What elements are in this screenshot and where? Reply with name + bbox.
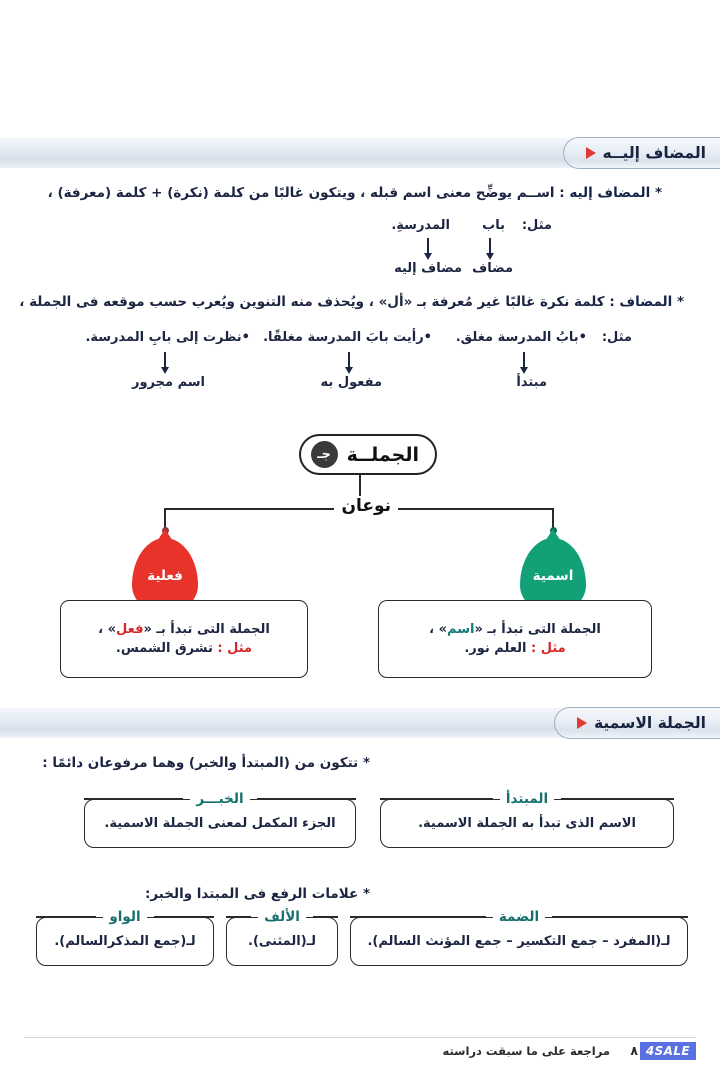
caption-rule-right — [257, 798, 356, 800]
connector-label: نوعان — [334, 496, 398, 516]
card-example-label: مثل : — [531, 641, 566, 656]
rule-text: علامات الرفع فى المبتدا والخبر: — [144, 886, 359, 902]
node-jumla-title: الجملــة — [346, 443, 419, 466]
card-filiyya — [60, 600, 308, 678]
box-text: الاسم الذى تبدأ به الجملة الاسمية. — [418, 816, 636, 831]
example1-word-right: باب — [482, 218, 505, 233]
banner-title: المضاف إليــه — [602, 144, 706, 162]
banner-pill — [563, 137, 720, 169]
example2-sentence-2: •رأيت بابَ المدرسة مغلقًا. — [263, 330, 432, 345]
example2-tag-3: اسم مجرور — [131, 375, 205, 390]
caption-text: الألف — [258, 909, 306, 925]
box-caption — [84, 790, 356, 808]
box-caption — [36, 908, 214, 926]
arrow-down-icon — [523, 352, 525, 368]
card-line1-suffix: » ، — [98, 622, 117, 637]
example2-label: مثل: — [601, 330, 632, 345]
page-footer — [0, 1043, 720, 1065]
card-line1-keyword: فعل — [116, 622, 144, 637]
box-khabar — [84, 790, 356, 848]
card-filiyya-line2 — [116, 641, 252, 656]
caption-rule-right — [552, 916, 688, 918]
caption-text: الواو — [103, 909, 146, 925]
box-alif — [226, 908, 338, 966]
section-banner-jumla-ismiyya — [0, 708, 720, 738]
rule-text: تتكون من (المبتدأ والخبر) وهما مرفوعان دائمًا : — [42, 755, 359, 771]
box-text: لـ(المثنى). — [248, 934, 316, 949]
card-ismiyya — [378, 600, 652, 678]
banner-title: الجملة الاسمية — [593, 714, 706, 732]
example1-word-left: المدرسةِ. — [391, 218, 450, 233]
box-damma — [350, 908, 688, 966]
card-line1-keyword: اسم — [447, 622, 475, 637]
term-definition: : كلمة نكرة غالبًا غير مُعرفة بـ «أل» ، ويُحذف منه التنوين ويُعرب حسب موقعه فى الجملة ، — [19, 294, 615, 310]
card-line1-prefix: الجملة التى تبدأ بـ « — [143, 622, 270, 637]
box-text: لـ(المفرد – جمع التكسير – جمع المؤنث السالم). — [367, 934, 671, 949]
caption-rule-left — [84, 798, 183, 800]
card-ismiyya-line2 — [464, 641, 565, 656]
caption-rule-left — [380, 798, 493, 800]
page-number: ٨ — [630, 1043, 638, 1058]
rule-jumla-ismiyya — [42, 753, 370, 773]
box-caption — [380, 790, 674, 808]
node-badge: جـ — [311, 441, 338, 468]
card-filiyya-line1 — [98, 622, 270, 637]
card-example-text: تشرق الشمس. — [115, 641, 213, 656]
pin-label: فعلية — [147, 568, 183, 584]
example1-tag-right: مضاف — [472, 261, 513, 276]
example2-sentence-3: •نظرت إلى بابِ المدرسة. — [85, 330, 250, 345]
box-waw — [36, 908, 214, 966]
example2-tag-2: مفعول به — [320, 375, 382, 390]
triangle-bullet-icon — [577, 717, 587, 729]
watermark-logo: 4SALE — [640, 1042, 696, 1060]
caption-rule-left — [226, 916, 251, 918]
card-example-label: مثل : — [217, 641, 253, 656]
caption-rule-left — [350, 916, 486, 918]
arrow-down-icon — [164, 352, 166, 368]
rule-mudaf-ilayh-definition — [48, 183, 662, 203]
banner-pill — [554, 707, 720, 739]
rule-alamat-raf — [145, 884, 370, 904]
arrow-down-icon — [348, 352, 350, 368]
example2-tag-1: مبتدأ — [516, 375, 547, 390]
card-line1-prefix: الجملة التى تبدأ بـ « — [474, 622, 601, 637]
caption-rule-right — [154, 916, 214, 918]
caption-rule-right — [561, 798, 674, 800]
card-example-text: العلم نور. — [464, 641, 527, 656]
bullet-star: * — [362, 886, 370, 902]
term-label: المضاف — [619, 294, 673, 310]
node-jumla — [299, 434, 437, 475]
bullet-star: * — [362, 755, 370, 771]
example2-sentence-1: •بابُ المدرسة مغلق. — [455, 330, 587, 345]
caption-text: الضمة — [493, 909, 545, 925]
footer-divider — [24, 1037, 696, 1038]
arrow-down-icon — [489, 238, 491, 254]
bullet-star: * — [676, 294, 684, 310]
card-line1-suffix: » ، — [429, 622, 448, 637]
caption-rule-right — [313, 916, 338, 918]
triangle-bullet-icon — [586, 147, 596, 159]
box-caption — [226, 908, 338, 926]
bullet-star: * — [654, 185, 662, 201]
term-definition: : اســم يوضِّح معنى اسم قبله ، ويتكون غالبًا من كلمة (نكرة) + كلمة (معرفة) ، — [47, 185, 565, 201]
example1-tag-left: مضاف إليه — [394, 261, 462, 276]
caption-text: المبتدأ — [500, 791, 554, 807]
footer-note: مراجعة على ما سبقت دراسته — [442, 1044, 610, 1058]
arrow-down-icon — [427, 238, 429, 254]
box-text: لـ(جمع المذكرالسالم). — [54, 934, 196, 949]
card-ismiyya-line1 — [429, 622, 601, 637]
section-banner-mudaf-ilayh — [0, 138, 720, 168]
box-text: الجزء المكمل لمعنى الجملة الاسمية. — [104, 816, 336, 831]
rule-mudaf-definition — [19, 292, 684, 312]
box-mubtada — [380, 790, 674, 848]
box-caption — [350, 908, 688, 926]
caption-text: الخبـــر — [190, 791, 249, 807]
pin-label: اسمية — [532, 568, 574, 584]
example1-label: مثل: — [521, 218, 552, 233]
term-label: المضاف إليه — [569, 185, 651, 201]
caption-rule-left — [36, 916, 96, 918]
